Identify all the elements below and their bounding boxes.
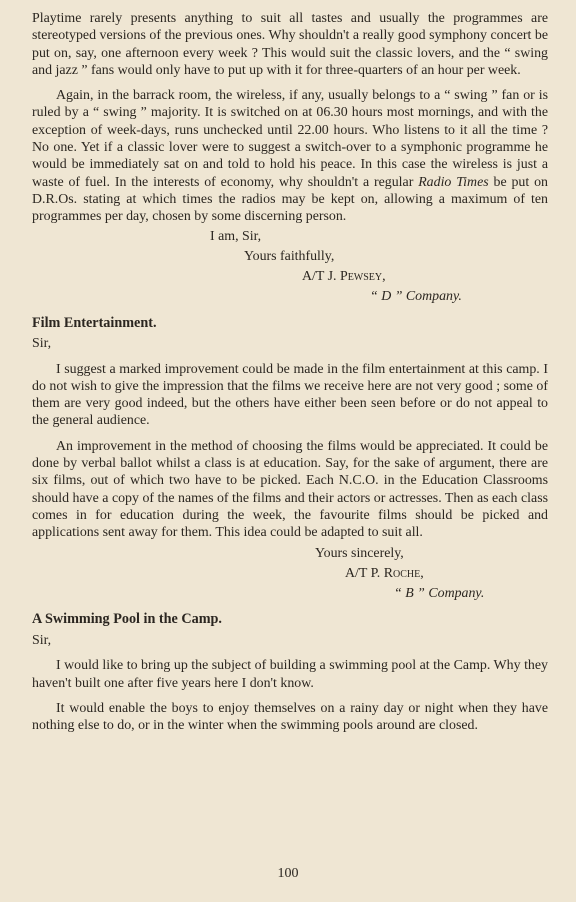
- signoff-company: “ B ” Company.: [394, 586, 485, 602]
- signoff-closing: Yours sincerely,: [315, 545, 404, 561]
- signoff-line: I am, Sir,: [210, 228, 262, 244]
- paragraph: It would enable the boys to enjoy themselves on a rainy day or night when they have nothing else to do, or in the winter when the swimming pools around are closed.: [32, 700, 548, 734]
- signoff-name: [32, 268, 548, 285]
- signoff-initials: A/T P.: [345, 565, 381, 581]
- signoff-name: [32, 565, 548, 582]
- paragraph-text: Again, in the barrack room, the wireless, if any, usually belongs to a “ swing ” fan or is ruled by a “ swing ” majority. It is switched on at 06.30 hours most mornings, and with the exception of week-days, runs unchecked until 22.00 hours. Who listens to it all the time ? No one. Yet if a classic lover were to suggest a switch-over to a symphonic programme he would be immediately sat on and told to hold his peace. In this case the wireless is just a waste of fuel. In the interests of economy, why shouldn't a regular: [32, 88, 548, 190]
- paragraph-text: be put on D.R.Os. stating at which times the radios may be kept on, allowing a maximum of ten programmes per day, chosen by some discerning person.: [32, 174, 548, 225]
- salutation: Sir,: [32, 336, 52, 352]
- paragraph: Playtime rarely presents anything to suit all tastes and usually the programmes are stereotyped versions of the previous ones. Why shouldn't a really good symphony concert be put on, say, one afternoon every week ? This would suit the classic lovers, and the “ swing and jazz ” fans would only have to put up with it for three-quarters of an hour per week.: [32, 11, 548, 78]
- letter-film-entertainment: [32, 315, 548, 603]
- signoff-surname: Pewsey,: [339, 269, 386, 285]
- salutation: Sir,: [32, 632, 52, 648]
- letter-heading: A Swimming Pool in the Camp.: [32, 611, 222, 628]
- letter-swimming-pool: [32, 611, 548, 734]
- paragraph: An improvement in the method of choosing the films would be appreciated. It could be done by verbal ballot whilst a class is at education. Say, for the sake of argument, there are six films, out of which two have to be picked. Each N.C.O. in the Education Classrooms should have a copy of the names of the films and their actors or actresses. Then as each class comes in for education during the week, the favourite films should be picked and applications sent away for them. This idea could be adapted to suit all.: [32, 438, 548, 541]
- signoff-company: “ D ” Company.: [370, 289, 462, 305]
- signoff-surname: Roche,: [383, 565, 424, 581]
- signoff-initials: A/T J.: [302, 269, 337, 285]
- page-number: 100: [277, 866, 299, 881]
- publication-title: Radio Times: [418, 174, 489, 190]
- paragraph: I suggest a marked improvement could be made in the film entertainment at this camp. I do not wish to give the impression that the films we receive here are not very good ; some of them are very good indeed, but the others have either been seen before or do not appeal to the general audience.: [32, 361, 548, 429]
- signoff-closing: Yours faithfully,: [244, 248, 335, 264]
- letter-heading: Film Entertainment.: [32, 314, 157, 331]
- paragraph: I would like to bring up the subject of building a swimming pool at the Camp. Why they haven't built one after five years here I don't know.: [32, 658, 548, 691]
- paragraph: [32, 87, 548, 225]
- letter-classical-music: [32, 10, 548, 306]
